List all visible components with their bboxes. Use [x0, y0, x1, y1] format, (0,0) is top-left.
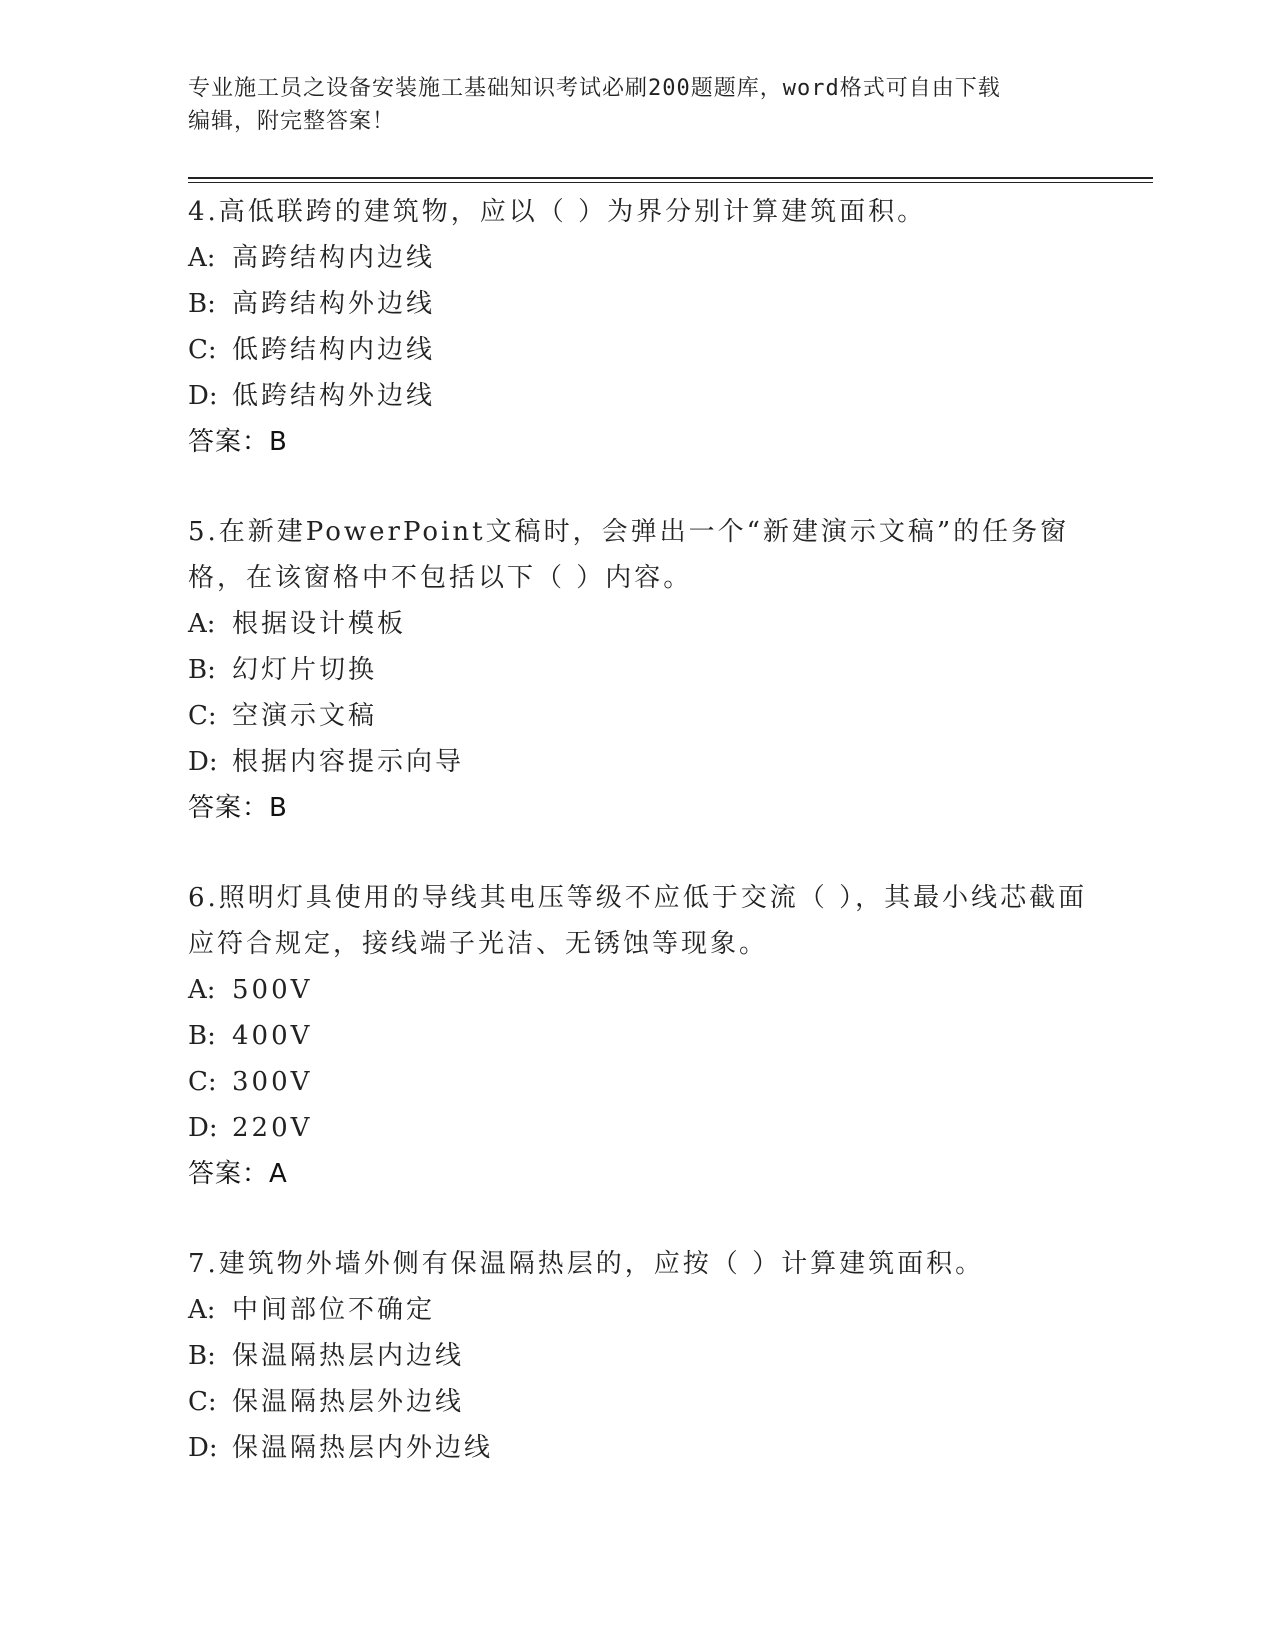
answer: 答案：B	[188, 793, 288, 823]
option-a	[188, 1287, 1088, 1333]
header-line-2: 编辑，附完整答案！	[188, 109, 396, 134]
question-spacer	[188, 465, 1088, 509]
header-divider-thin	[188, 182, 1153, 183]
question-text: 5.在新建PowerPoint文稿时，会弹出一个“新建演示文稿”的任务窗格，在该窗格中不包括以下（ ）内容。	[188, 517, 1070, 593]
option-text: 中间部位不确定	[232, 1295, 436, 1325]
header-line-1: 专业施工员之设备安装施工基础知识考试必刷200题题库，word格式可自由下载	[188, 76, 1001, 101]
option-text: 300V	[232, 1067, 313, 1097]
option-c	[188, 1379, 1088, 1425]
option-key: A:	[188, 609, 216, 639]
option-text: 保温隔热层外边线	[232, 1387, 465, 1417]
option-key: D:	[188, 747, 218, 777]
option-key: D:	[188, 1433, 218, 1463]
option-text: 低跨结构外边线	[232, 381, 436, 411]
header-divider-thick	[188, 177, 1153, 179]
option-text: 220V	[232, 1113, 313, 1143]
option-text: 根据设计模板	[232, 609, 407, 639]
option-key: C:	[188, 1387, 217, 1417]
option-key: A:	[188, 243, 216, 273]
option-d	[188, 373, 1088, 419]
option-text: 幻灯片切换	[232, 655, 378, 685]
option-a	[188, 235, 1088, 281]
option-d	[188, 739, 1088, 785]
question-list	[188, 189, 1088, 1471]
answer: 答案：A	[188, 1159, 288, 1189]
option-key: A:	[188, 975, 216, 1005]
option-c	[188, 1059, 1088, 1105]
option-a	[188, 967, 1088, 1013]
option-c	[188, 327, 1088, 373]
option-text: 保温隔热层内边线	[232, 1341, 465, 1371]
option-text: 高跨结构内边线	[232, 243, 436, 273]
option-key: C:	[188, 335, 217, 365]
option-key: B:	[188, 1021, 216, 1051]
option-text: 高跨结构外边线	[232, 289, 436, 319]
option-key: C:	[188, 701, 217, 731]
option-key: D:	[188, 381, 218, 411]
option-d	[188, 1105, 1088, 1151]
option-text: 低跨结构内边线	[232, 335, 436, 365]
option-key: A:	[188, 1295, 216, 1325]
option-key: D:	[188, 1113, 218, 1143]
option-a	[188, 601, 1088, 647]
option-key: B:	[188, 655, 216, 685]
question-spacer	[188, 831, 1088, 875]
option-text: 保温隔热层内外边线	[232, 1433, 494, 1463]
document-header	[188, 72, 1088, 138]
option-b	[188, 1013, 1088, 1059]
option-text: 500V	[232, 975, 313, 1005]
option-text: 空演示文稿	[232, 701, 378, 731]
option-key: C:	[188, 1067, 217, 1097]
question-7	[188, 1241, 1088, 1471]
option-b	[188, 1333, 1088, 1379]
question-5	[188, 509, 1088, 831]
option-b	[188, 647, 1088, 693]
option-d	[188, 1425, 1088, 1471]
answer: 答案：B	[188, 427, 288, 457]
question-spacer	[188, 1197, 1088, 1241]
question-text: 7.建筑物外墙外侧有保温隔热层的，应按（ ）计算建筑面积。	[188, 1249, 985, 1279]
question-4	[188, 189, 1088, 465]
option-c	[188, 693, 1088, 739]
option-b	[188, 281, 1088, 327]
option-key: B:	[188, 1341, 216, 1371]
option-key: B:	[188, 289, 216, 319]
question-text: 6.照明灯具使用的导线其电压等级不应低于交流（ ），其最小线芯截面应符合规定，接线端子光洁、无锈蚀等现象。	[188, 883, 1088, 959]
option-text: 根据内容提示向导	[232, 747, 465, 777]
question-text: 4.高低联跨的建筑物，应以（ ）为界分别计算建筑面积。	[188, 197, 927, 227]
option-text: 400V	[232, 1021, 313, 1051]
question-6	[188, 875, 1088, 1197]
